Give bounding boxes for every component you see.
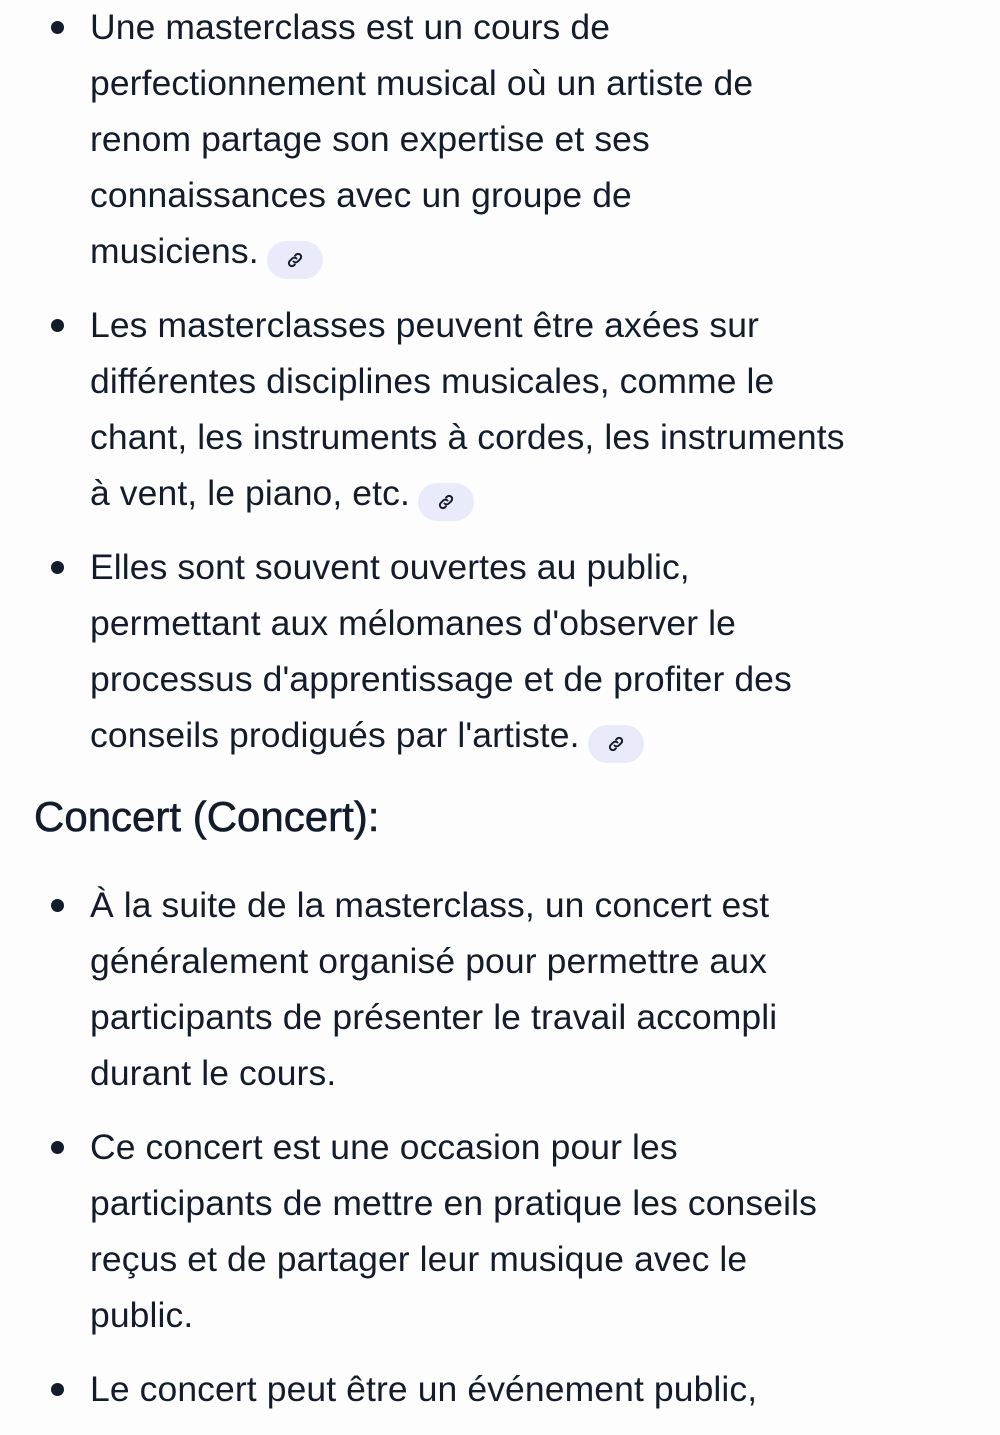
bullet-dot <box>51 319 64 332</box>
list-item <box>0 1361 1000 1417</box>
list-item-line: à vent, le piano, etc. <box>90 473 410 513</box>
section-heading-concert: Concert (Concert): <box>34 793 380 840</box>
source-link-chip[interactable] <box>418 483 474 521</box>
list-item-line: musiciens. <box>90 231 259 271</box>
list-item-line: connaissances avec un groupe de <box>90 175 632 215</box>
list-item-line: différentes disciplines musicales, comme le <box>90 361 775 401</box>
concert-bullet-list <box>0 877 1000 1417</box>
list-item-line: Elles sont souvent ouvertes au public, <box>90 547 690 587</box>
list-item-line: Le concert peut être un événement public, <box>90 1369 758 1409</box>
list-item-line: Ce concert est une occasion pour les <box>90 1127 678 1167</box>
list-item <box>0 539 1000 763</box>
list-item-line: Une masterclass est un cours de <box>90 7 611 47</box>
list-item-line: chant, les instruments à cordes, les instruments <box>90 417 845 457</box>
link-icon <box>437 493 455 511</box>
link-icon <box>286 251 304 269</box>
list-item-line: participants de présenter le travail accompli <box>90 997 778 1037</box>
list-item-line: reçus et de partager leur musique avec le <box>90 1239 748 1279</box>
list-item-line: conseils prodigués par l'artiste. <box>90 715 580 755</box>
bullet-dot <box>51 1383 64 1396</box>
bullet-dot <box>51 899 64 912</box>
link-icon <box>607 735 625 753</box>
list-item-line: perfectionnement musical où un artiste de <box>90 63 754 103</box>
list-item-line: renom partage son expertise et ses <box>90 119 650 159</box>
list-item-line: permettant aux mélomanes d'observer le <box>90 603 736 643</box>
list-item <box>0 297 1000 521</box>
list-item <box>0 1119 1000 1343</box>
list-item-line: public. <box>90 1295 194 1335</box>
list-item <box>0 877 1000 1101</box>
list-item-line: durant le cours. <box>90 1053 337 1093</box>
list-item-line: À la suite de la masterclass, un concert est <box>90 885 770 925</box>
source-link-chip[interactable] <box>588 725 644 763</box>
bullet-dot <box>51 21 64 34</box>
list-item-line: processus d'apprentissage et de profiter des <box>90 659 792 699</box>
bullet-dot <box>51 561 64 574</box>
source-link-chip[interactable] <box>267 241 323 279</box>
list-item-line: Les masterclasses peuvent être axées sur <box>90 305 759 345</box>
bullet-dot <box>51 1141 64 1154</box>
list-item <box>0 0 1000 279</box>
list-item-line: participants de mettre en pratique les conseils <box>90 1183 817 1223</box>
list-item-line: généralement organisé pour permettre aux <box>90 941 767 981</box>
